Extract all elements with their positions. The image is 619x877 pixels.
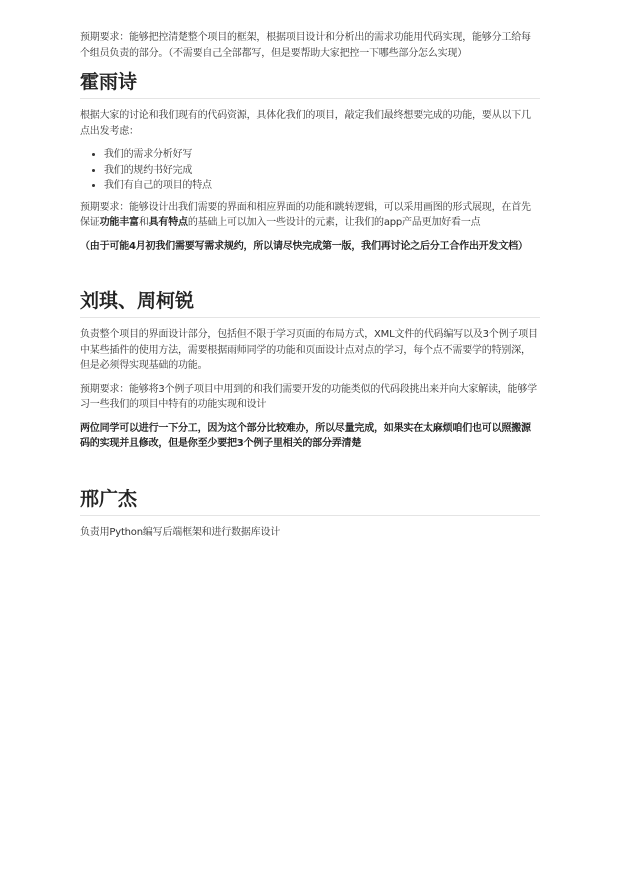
section-heading-huo-yushi: 霍雨诗 — [80, 69, 540, 99]
section3-description: 负责用Python编写后端框架和进行数据库设计 — [80, 526, 281, 538]
intro-expectation: 预期要求：能够把控清楚整个项目的框架，根据项目设计和分析出的需求功能用代码实现，能够分工给每个组员负责的部分。（不需要自己全部都写，但是要帮助大家把控一下哪些部分怎么实现） — [80, 32, 531, 59]
section1-description: 根据大家的讨论和我们现有的代码资源，具体化我们的项目，敲定我们最终想要完成的功能，要从以下几点出发考虑： — [80, 110, 531, 137]
list-item: • 我们有自己的项目的特点 — [104, 178, 540, 194]
emphasis-rich-features: 功能丰富 — [99, 217, 139, 228]
expectation-text: 预期要求：能够设计出我们需要的界面和相应界面的功能和跳转逻辑，可以采用画图的形式展现，在首先保证 — [80, 201, 531, 228]
section-heading-xing-guangjie: 邢广杰 — [80, 486, 540, 516]
expectation-conjunction: 和 — [138, 217, 149, 228]
section1-note: （由于可能4月初我们需要写需求规约，所以请尽快完成第一版，我们再讨论之后分工合作出开发文档） — [80, 240, 528, 252]
list-item: • 我们的需求分析好写 — [104, 147, 540, 163]
section1-bullet-list — [80, 147, 540, 194]
document-page — [80, 30, 540, 548]
expectation-text-end: 的基础上可以加入一些设计的元素，让我们的app产品更加好看一点 — [187, 217, 481, 228]
section2-expectation: 预期要求：能够将3个例子项目中用到的和我们需要开发的功能类似的代码段挑出来并向大家解读，能够学习一些我们的项目中特有的功能实现和设计 — [80, 383, 537, 410]
emphasis-distinctive: 具有特点 — [148, 217, 188, 228]
section1-expectation — [80, 200, 540, 231]
section-heading-liu-qi-zhou-kerui: 刘琪、周柯锐 — [80, 288, 540, 318]
section2-note: 两位同学可以进行一下分工，因为这个部分比较难办，所以尽量完成，如果实在太麻烦咱们也可以照搬源码的实现并且修改，但是你至少要把3个例子里相关的部分弄清楚 — [80, 422, 531, 449]
section2-description: 负责整个项目的界面设计部分，包括但不限于学习页面的布局方式，XML文件的代码编写以及3个例子项目中某些插件的使用方法，需要根据雨师同学的功能和页面设计点对点的学习，每个点不需要学的特别深，但是必须得实现基础的功能。 — [80, 329, 538, 371]
list-item: • 我们的规约书好完成 — [104, 163, 540, 179]
